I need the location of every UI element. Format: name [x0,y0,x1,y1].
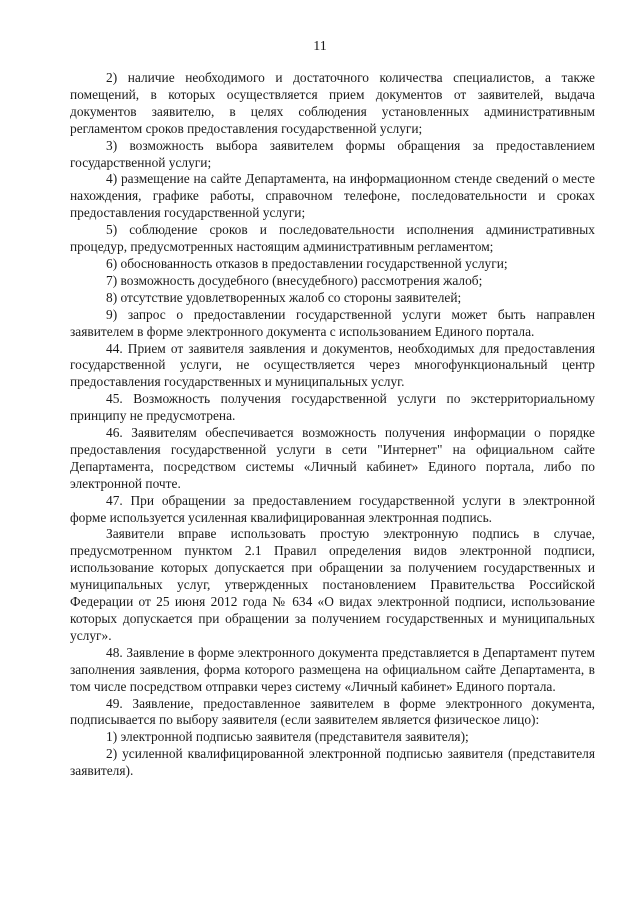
paragraph-49-item-1: 1) электронной подписью заявителя (представителя заявителя); [106,729,469,745]
paragraph-45: 45. Возможность получения государственной услуги по экстерриториальному принципу не предусмотрена. [70,391,595,424]
page-number: 11 [313,39,327,54]
paragraph-item-4: 4) размещение на сайте Департамента, на информационном стенде сведений о месте нахождения, графике работы, справочном телефоне, последовательности и сроках предоставления государственной услуги; [70,171,595,221]
paragraph-item-2: 2) наличие необходимого и достаточного количества специалистов, а также помещений, в которых осуществляется прием документов от заявителей, выдача документов заявителю, в целях соблюдения установленных административным регламентом сроков предоставления государственной услуги; [70,70,595,136]
paragraph-46: 46. Заявителям обеспечивается возможность получения информации о порядке предоставления государственной услуги в сети "Интернет" на официальном сайте Департамента, посредством системы «Личный кабинет» Единого портала, либо по электронной почте. [70,425,595,491]
paragraph-item-7: 7) возможность досудебного (внесудебного) рассмотрения жалоб; [106,272,483,288]
paragraph-item-5: 5) соблюдение сроков и последовательности исполнения административных процедур, предусмотренных настоящим административным регламентом; [70,222,595,255]
paragraph-47: 47. При обращении за предоставлением государственной услуги в электронной форме используется усиленная квалифицированная электронная подпись. [70,492,595,525]
paragraph-49: 49. Заявление, предоставленное заявителем в форме электронного документа, подписывается по выбору заявителя (если заявителем является физическое лицо): [70,695,595,728]
paragraph-47-continued: Заявители вправе использовать простую электронную подпись в случае, предусмотренном пунктом 2.1 Правил определения видов электронной подписи, использование которых допускается при обращении за получением государственных и муниципальных услуг, утвержденных постановлением Правительства Российской Федерации от 25 июня 2012 года № 634 «О видах электронной подписи, использование которых допускается при обращении за получением государственных и муниципальных услуг». [70,526,595,643]
paragraph-44: 44. Прием от заявителя заявления и документов, необходимых для предоставления государственной услуги, не осуществляется через многофункциональный центр предоставления государственных и муниципальных услуг. [70,340,595,390]
document-body [70,70,595,780]
paragraph-49-item-2: 2) усиленной квалифицированной электронной подписью заявителя (представителя заявителя). [70,746,595,779]
paragraph-item-9: 9) запрос о предоставлении государственной услуги может быть направлен заявителем в форме электронного документа с использованием Единого портала. [70,306,595,339]
paragraph-48: 48. Заявление в форме электронного документа представляется в Департамент путем заполнения заявления, форма которого размещена на официальном сайте Департамента, в том числе посредством отправки через систему «Личный кабинет» Единого портала. [70,644,595,694]
paragraph-item-8: 8) отсутствие удовлетворенных жалоб со стороны заявителей; [106,289,462,305]
paragraph-item-3: 3) возможность выбора заявителем формы обращения за предоставлением государственной услуги; [70,137,595,170]
paragraph-item-6: 6) обоснованность отказов в предоставлении государственной услуги; [106,255,508,271]
